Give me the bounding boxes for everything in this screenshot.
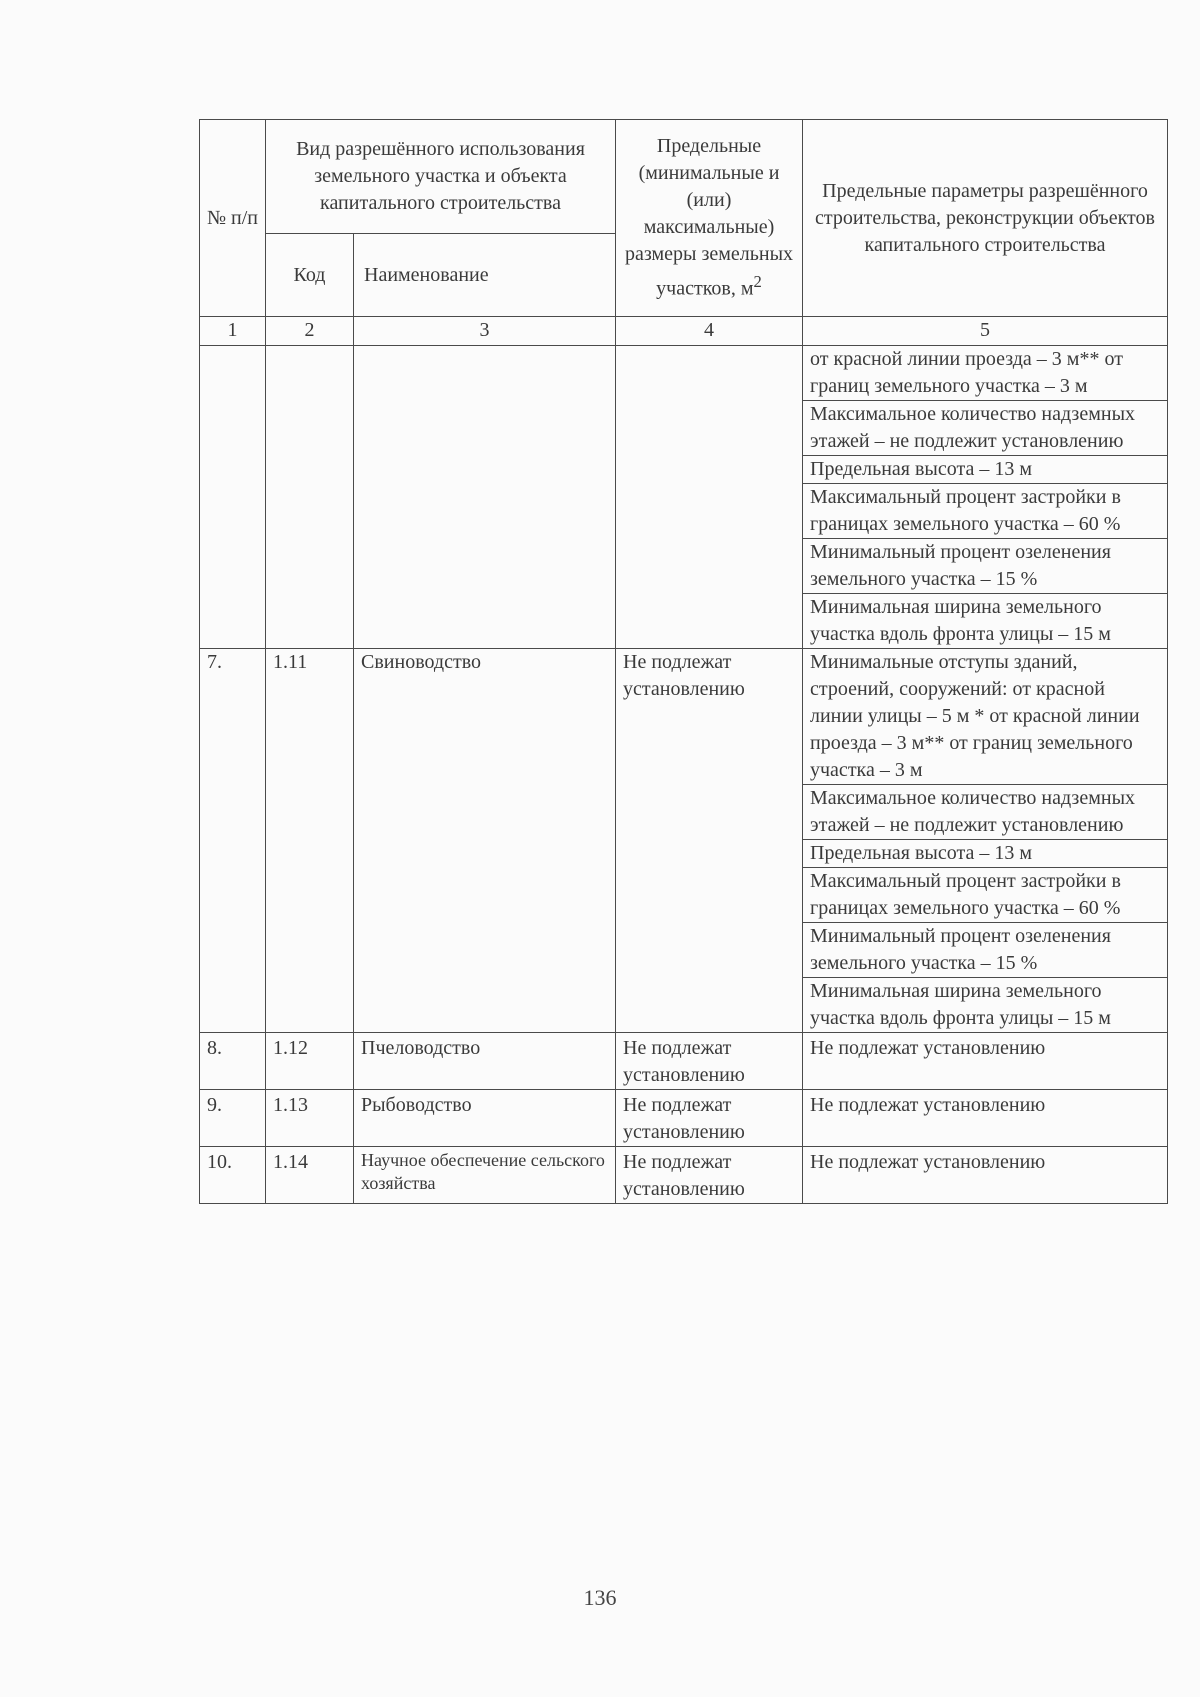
row-num: 10.	[200, 1147, 266, 1204]
param-max-height: Предельная высота – 13 м	[803, 455, 1167, 483]
header-name: Наименование	[354, 234, 616, 317]
header-code: Код	[266, 234, 354, 317]
header-use-type: Вид разрешённого использования земельного участка и объекта капитального строительства	[266, 120, 616, 234]
row-name: Научное обеспечение сельского хозяйства	[354, 1147, 616, 1204]
row-num	[200, 346, 266, 649]
param-max-floors: Максимальное количество надземных этажей – не подлежит установлению	[803, 400, 1167, 455]
param-max-building-percent: Максимальный процент застройки в границах земельного участка – 60 %	[803, 867, 1167, 922]
row-params: Не подлежат установлению	[803, 1090, 1168, 1147]
param-min-green-percent: Минимальный процент озеленения земельного участка – 15 %	[803, 538, 1167, 593]
row-name: Свиноводство	[354, 649, 616, 1033]
table-row	[200, 1090, 1168, 1147]
row-params: Не подлежат установлению	[803, 1147, 1168, 1204]
row-name: Рыбоводство	[354, 1090, 616, 1147]
column-number: 1	[200, 317, 266, 346]
param-max-height: Предельная высота – 13 м	[803, 839, 1167, 867]
table-row	[200, 649, 1168, 1033]
column-number-row	[200, 317, 1168, 346]
row-code	[266, 346, 354, 649]
column-number: 3	[354, 317, 616, 346]
header-size-limits-text: Предельные (минимальные и (или) максимальные) размеры земельных участков, м	[624, 135, 794, 300]
row-params: Не подлежат установлению	[803, 1033, 1168, 1090]
row-name	[354, 346, 616, 649]
table-row	[200, 1033, 1168, 1090]
row-num: 8.	[200, 1033, 266, 1090]
row-params	[803, 649, 1168, 1033]
param-max-building-percent: Максимальный процент застройки в границах земельного участка – 60 %	[803, 483, 1167, 538]
row-size: Не подлежат установлению	[616, 1090, 803, 1147]
row-size	[616, 346, 803, 649]
table-row	[200, 346, 1168, 649]
row-size: Не подлежат установлению	[616, 649, 803, 1033]
header-params: Предельные параметры разрешённого строительства, реконструкции объектов капитального строительства	[803, 120, 1168, 317]
table-row	[200, 1147, 1168, 1204]
row-num: 9.	[200, 1090, 266, 1147]
row-num: 7.	[200, 649, 266, 1033]
param-setbacks: Минимальные отступы зданий, строений, сооружений: от красной линии улицы – 5 м * от красной линии проезда – 3 м** от границ земельного участка – 3 м	[810, 651, 1140, 781]
row-size: Не подлежат установлению	[616, 1033, 803, 1090]
row-code: 1.14	[266, 1147, 354, 1204]
column-number: 4	[616, 317, 803, 346]
param-min-frontage-width: Минимальная ширина земельного участка вдоль фронта улицы – 15 м	[803, 593, 1167, 648]
row-params	[803, 346, 1168, 649]
row-size: Не подлежат установлению	[616, 1147, 803, 1204]
row-code: 1.11	[266, 649, 354, 1033]
param-min-green-percent: Минимальный процент озеленения земельного участка – 15 %	[803, 922, 1167, 977]
table-header	[200, 120, 1168, 346]
row-code: 1.12	[266, 1033, 354, 1090]
row-code: 1.13	[266, 1090, 354, 1147]
header-size-unit-sup: 2	[753, 272, 762, 292]
land-use-regulations-table	[199, 119, 1168, 1204]
page-number: 136	[583, 1585, 617, 1610]
param-min-frontage-width: Минимальная ширина земельного участка вдоль фронта улицы – 15 м	[803, 977, 1167, 1032]
header-num: № п/п	[200, 120, 266, 317]
param-setbacks: от красной линии проезда – 3 м** от границ земельного участка – 3 м	[810, 348, 1123, 397]
row-name: Пчеловодство	[354, 1033, 616, 1090]
column-number: 5	[803, 317, 1168, 346]
header-size-limits	[616, 120, 803, 317]
column-number: 2	[266, 317, 354, 346]
param-max-floors: Максимальное количество надземных этажей – не подлежит установлению	[803, 784, 1167, 839]
